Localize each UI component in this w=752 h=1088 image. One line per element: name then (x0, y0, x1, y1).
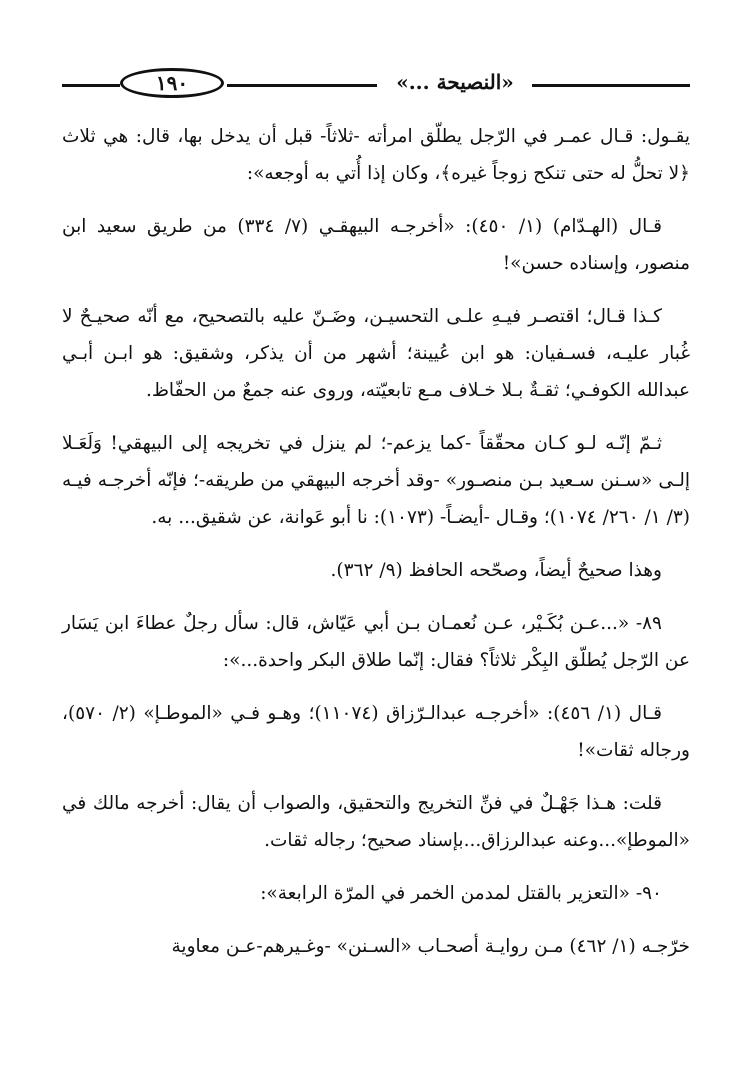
paragraph-takhrij-90: خرّجـه (١/ ٤٦٢) مـن روايـة أصحـاب «السـنن» -وغـيرهم-عـن معاوية (171, 936, 690, 957)
body-text (62, 118, 690, 981)
paragraph-entry-89: ٨٩- «...عـن بُكَـيْر، عـن نُعمـان بـن أبي عَيّاش، قال: سأل رجلٌ عطاءَ ابن يَسَار عن الرّجل يُطلّق البِكْر ثلاثاً؟ فقال: إنّما طلاق البكر واحدة...»: (62, 613, 690, 671)
paragraph-response: كـذا قـال؛ اقتصـر فيـهِ علـى التحسيـن، وضَـنّ عليه بالتصحيح، مع أنّه صحيـحٌ لا غُبار عليـه، فسـفيان: هو ابن عُيينة؛ أشهر من أن يذكر، وشقيق: هو ابـن أبـي عبدالله الكوفـي؛ ثقـةٌ بـلا خـلاف مـع تابعيّته، وروى عنه جمعٌ من الحفّاظ. (62, 306, 690, 401)
header-rule-right (532, 84, 690, 87)
paragraph-takhrij-critique: ثـمّ إنّـه لـو كـان محقّقاً -كما يزعم-؛ لم ينزل في تخريجه إلى البيهقي! وَلَعَـلا إلـى «سـنن سـعيد بـن منصـور» -وقد أخرجه البيهقي من طريقه-؛ فإنّه أخرجـه فيـه (٣/ ١/ ٢٦٠/ ١٠٧٤)؛ وقـال -أيضـاً- (١٠٧٣): نا أبو عَوانة، عن شقيق... به. (62, 433, 690, 528)
paragraph-haddam-89: قـال (١/ ٤٥٦): «أخرجـه عبدالـرّزاق (١١٠٧٤)؛ وهـو فـي «الموطـإ» (٢/ ٥٧٠)، ورجاله ثقات»! (62, 703, 690, 761)
header-rule-middle (227, 84, 377, 87)
paragraph-correction-89: قلت: هـذا جَهْـلٌ في فنِّ التخريج والتحقيق، والصواب أن يقال: أخرجه مالك في «الموطإ»...وعنه عبدالرزاق...بإسناد صحيح؛ رجاله ثقات. (62, 793, 690, 851)
paragraph-entry-90: ٩٠- «التعزير بالقتل لمدمن الخمر في المرّة الرابعة»: (260, 883, 662, 904)
page-header (62, 68, 690, 102)
paragraph-hafiz-note: وهذا صحيحٌ أيضاً، وصحّحه الحافظ (٩/ ٣٦٢). (330, 560, 662, 581)
paragraph-quote-umar: يقـول: قـال عمـر في الرّجل يطلّق امرأته -ثلاثاً- قبل أن يدخل بها، قال: هي ثلاث ﴿لا تحلُّ له حتى تنكح زوجاً غيره﴾، وكان إذا أُتي به أوجعه»: (62, 126, 690, 184)
paragraph-haddam-claim: قـال (الهـدّام) (١/ ٤٥٠): «أخرجـه البيهقـي (٧/ ٣٣٤) من طريق سعيد ابن منصور، وإسناده حسن»! (62, 216, 690, 274)
header-rule-left (62, 84, 120, 87)
page-number: ١٩٠ (120, 68, 224, 98)
running-title: «النصيحة ...» (396, 70, 514, 94)
